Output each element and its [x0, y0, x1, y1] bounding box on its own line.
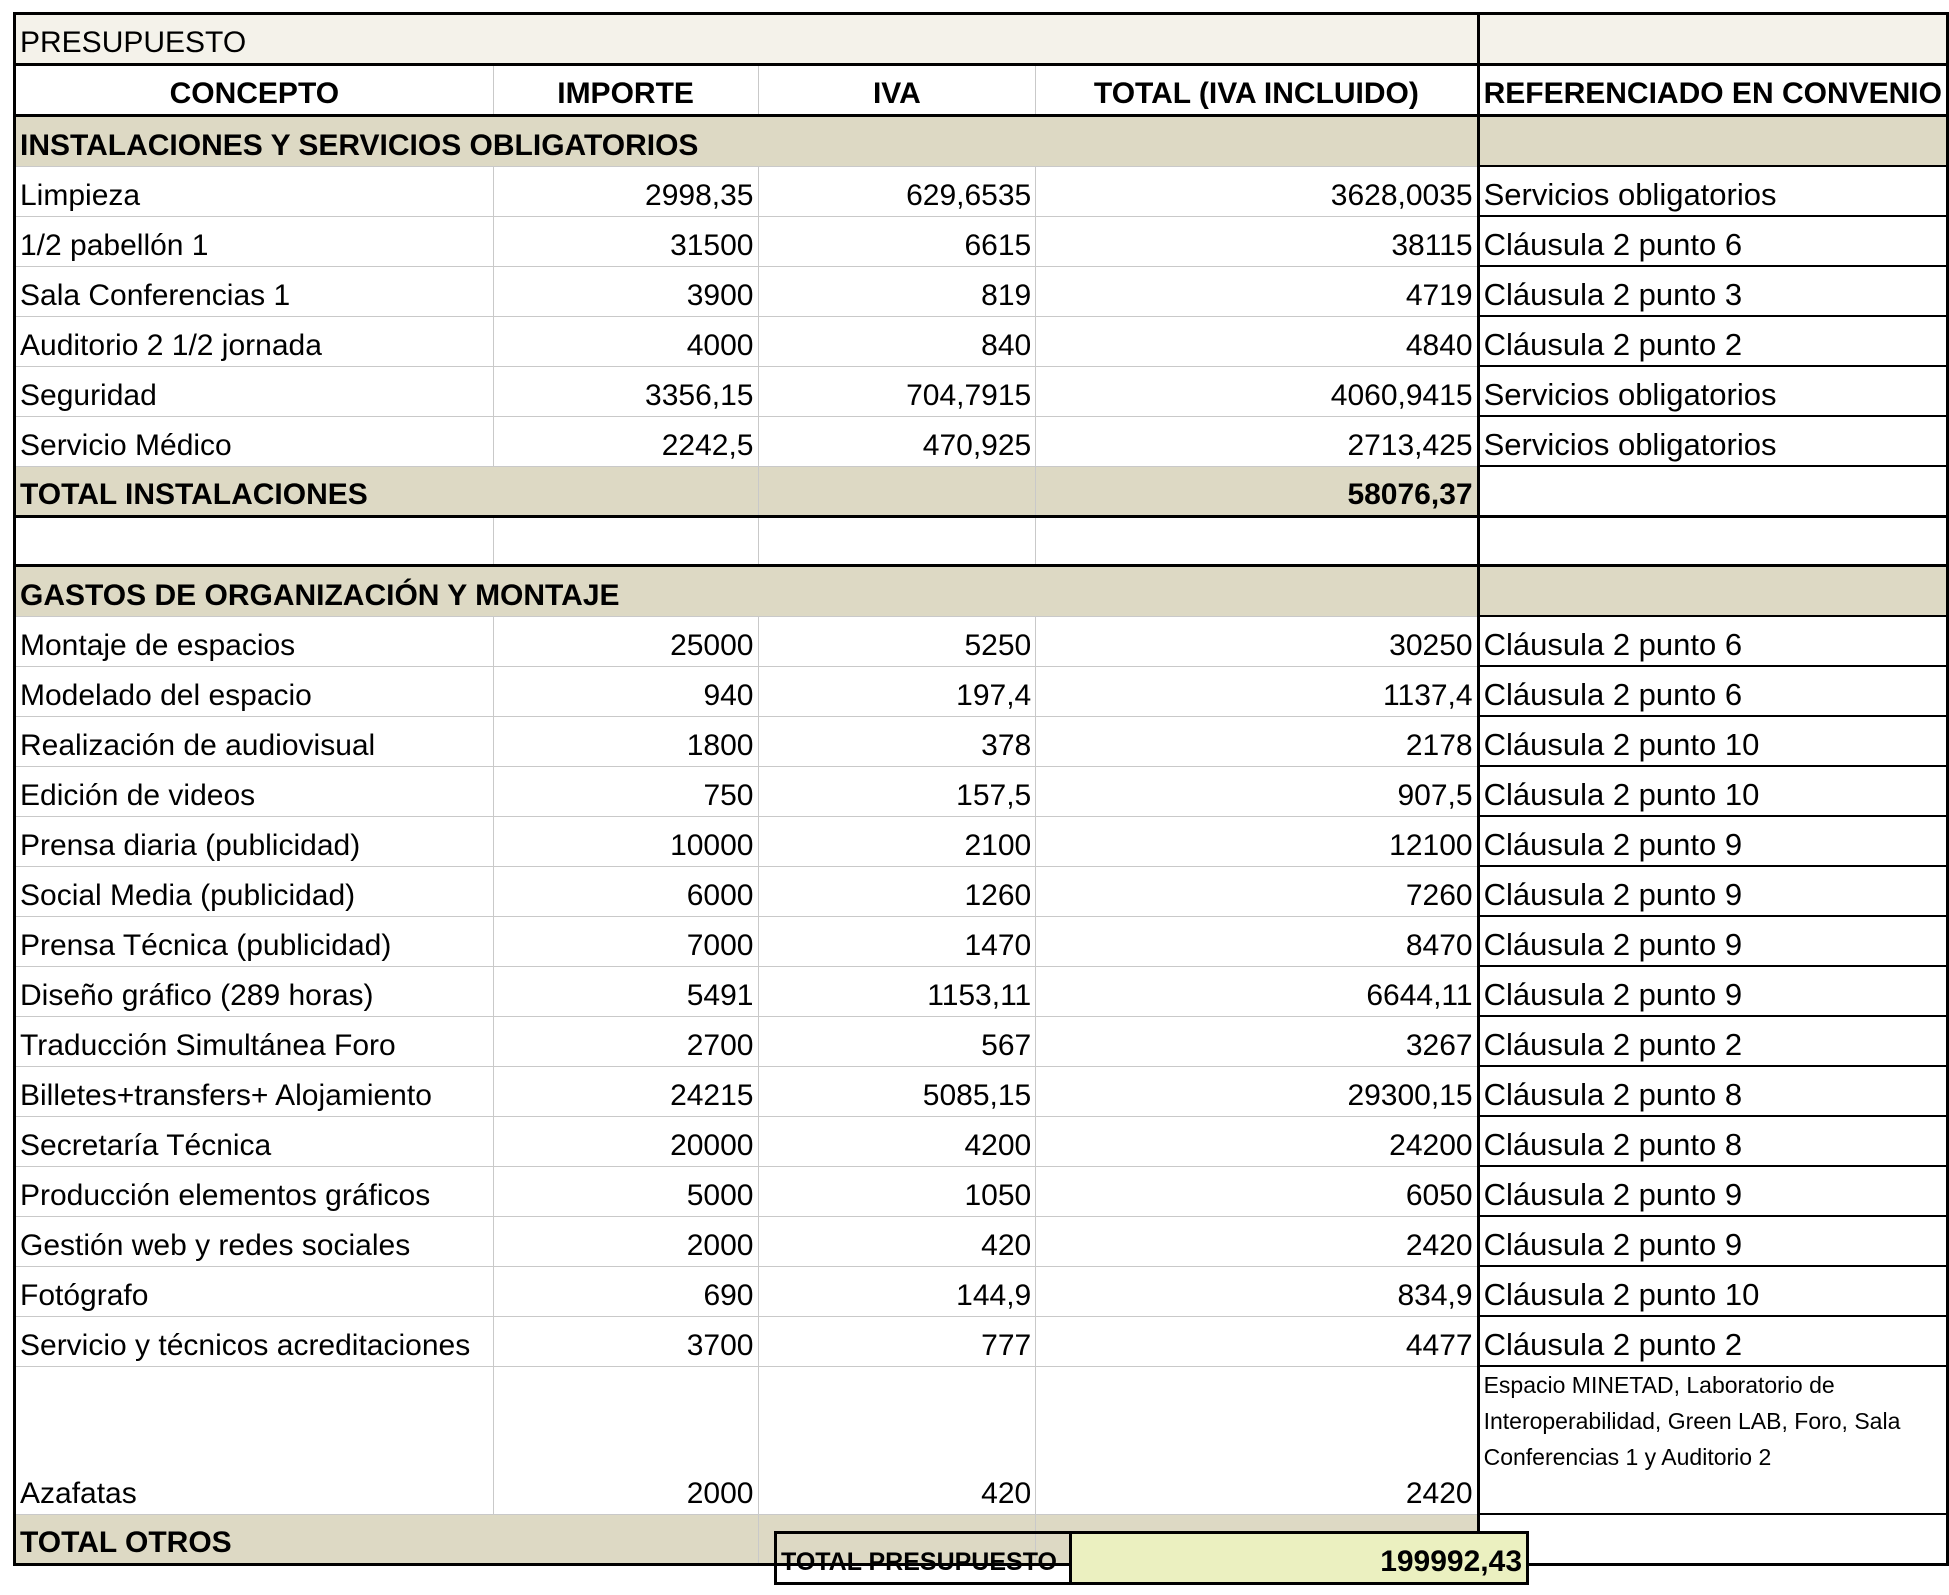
- iva-cell[interactable]: 6615: [758, 216, 1036, 266]
- total-cell[interactable]: 29300,15: [1036, 1066, 1478, 1116]
- referencia-cell[interactable]: Cláusula 2 punto 9: [1478, 816, 1947, 866]
- iva-cell[interactable]: 1260: [758, 866, 1036, 916]
- blank-cell[interactable]: [15, 517, 494, 566]
- importe-cell[interactable]: 4000: [493, 316, 758, 366]
- table-row: [15, 816, 1948, 866]
- importe-cell[interactable]: 31500: [493, 216, 758, 266]
- table-row: [15, 1066, 1948, 1116]
- total-cell[interactable]: 3628,0035: [1036, 166, 1478, 216]
- header-iva[interactable]: IVA: [758, 65, 1036, 116]
- table-row: [15, 866, 1948, 916]
- referencia-cell[interactable]: Cláusula 2 punto 8: [1478, 1066, 1947, 1116]
- section-total-label[interactable]: TOTAL OTROS: [15, 1514, 759, 1565]
- referencia-cell[interactable]: Cláusula 2 punto 3: [1478, 266, 1947, 316]
- referencia-cell[interactable]: Cláusula 2 punto 10: [1478, 716, 1947, 766]
- concepto-cell[interactable]: Gestión web y redes sociales: [15, 1216, 494, 1266]
- total-cell[interactable]: 4840: [1036, 316, 1478, 366]
- iva-cell[interactable]: 4200: [758, 1116, 1036, 1166]
- referencia-cell[interactable]: Cláusula 2 punto 9: [1478, 866, 1947, 916]
- importe-cell[interactable]: 25000: [493, 616, 758, 666]
- referencia-cell[interactable]: Cláusula 2 punto 10: [1478, 1266, 1947, 1316]
- section-total-spacer[interactable]: [758, 466, 1036, 517]
- table-row: [15, 216, 1948, 266]
- referencia-cell[interactable]: Cláusula 2 punto 8: [1478, 1116, 1947, 1166]
- importe-cell[interactable]: 2998,35: [493, 166, 758, 216]
- concepto-cell[interactable]: Sala Conferencias 1: [15, 266, 494, 316]
- referencia-cell[interactable]: Cláusula 2 punto 2: [1478, 316, 1947, 366]
- referencia-cell[interactable]: Cláusula 2 punto 6: [1478, 616, 1947, 666]
- iva-cell[interactable]: 1470: [758, 916, 1036, 966]
- grand-total-value[interactable]: 199992,43: [1071, 1533, 1528, 1584]
- table-row: [15, 316, 1948, 366]
- importe-cell[interactable]: 3900: [493, 266, 758, 316]
- total-cell[interactable]: 38115: [1036, 216, 1478, 266]
- budget-table: [13, 12, 1949, 1566]
- concepto-cell[interactable]: Limpieza: [15, 166, 494, 216]
- total-cell[interactable]: 4719: [1036, 266, 1478, 316]
- concepto-cell[interactable]: Social Media (publicidad): [15, 866, 494, 916]
- importe-cell[interactable]: 7000: [493, 916, 758, 966]
- table-row: [15, 966, 1948, 1016]
- concepto-cell[interactable]: Servicio Médico: [15, 416, 494, 466]
- total-cell[interactable]: 2420: [1036, 1366, 1478, 1514]
- total-cell[interactable]: 2178: [1036, 716, 1478, 766]
- concepto-cell[interactable]: Modelado del espacio: [15, 666, 494, 716]
- importe-cell[interactable]: 690: [493, 1266, 758, 1316]
- iva-cell[interactable]: 1153,11: [758, 966, 1036, 1016]
- iva-cell[interactable]: 420: [758, 1216, 1036, 1266]
- table-row: [15, 766, 1948, 816]
- section-total-value[interactable]: 58076,37: [1036, 466, 1478, 517]
- importe-cell[interactable]: 940: [493, 666, 758, 716]
- iva-cell[interactable]: 144,9: [758, 1266, 1036, 1316]
- iva-cell[interactable]: 840: [758, 316, 1036, 366]
- total-cell[interactable]: 4477: [1036, 1316, 1478, 1366]
- section-total-ref-cell[interactable]: [1478, 1514, 1947, 1565]
- concepto-cell[interactable]: Auditorio 2 1/2 jornada: [15, 316, 494, 366]
- referencia-cell[interactable]: Cláusula 2 punto 9: [1478, 1216, 1947, 1266]
- iva-cell[interactable]: 197,4: [758, 666, 1036, 716]
- referencia-cell[interactable]: Espacio MINETAD, Laboratorio de Interoperabilidad, Green LAB, Foro, Sala Conferencias 1 y Auditorio 2: [1478, 1366, 1947, 1514]
- concepto-cell[interactable]: Producción elementos gráficos: [15, 1166, 494, 1216]
- table-row: [15, 266, 1948, 316]
- total-cell[interactable]: 834,9: [1036, 1266, 1478, 1316]
- grand-total-label[interactable]: TOTAL PRESUPUESTO: [776, 1533, 1071, 1584]
- title-ref-cell[interactable]: [1478, 14, 1947, 65]
- importe-cell[interactable]: 5000: [493, 1166, 758, 1216]
- iva-cell[interactable]: 420: [758, 1366, 1036, 1514]
- total-cell[interactable]: 3267: [1036, 1016, 1478, 1066]
- concepto-cell[interactable]: 1/2 pabellón 1: [15, 216, 494, 266]
- iva-cell[interactable]: 378: [758, 716, 1036, 766]
- referencia-cell[interactable]: Servicios obligatorios: [1478, 366, 1947, 416]
- referencia-cell[interactable]: Cláusula 2 punto 10: [1478, 766, 1947, 816]
- concepto-cell[interactable]: Montaje de espacios: [15, 616, 494, 666]
- concepto-cell[interactable]: Edición de videos: [15, 766, 494, 816]
- referencia-cell[interactable]: Servicios obligatorios: [1478, 166, 1947, 216]
- blank-cell[interactable]: [758, 517, 1036, 566]
- total-cell[interactable]: 30250: [1036, 616, 1478, 666]
- header-importe[interactable]: IMPORTE: [493, 65, 758, 116]
- referencia-cell[interactable]: Cláusula 2 punto 2: [1478, 1316, 1947, 1366]
- importe-cell[interactable]: 750: [493, 766, 758, 816]
- section-total-label[interactable]: TOTAL INSTALACIONES: [15, 466, 759, 517]
- table-row: [15, 1216, 1948, 1266]
- table-row: [15, 616, 1948, 666]
- importe-cell[interactable]: 1800: [493, 716, 758, 766]
- grand-total-table: [774, 1531, 1529, 1585]
- concepto-cell[interactable]: Realización de audiovisual: [15, 716, 494, 766]
- importe-cell[interactable]: 2000: [493, 1216, 758, 1266]
- concepto-cell[interactable]: Servicio y técnicos acreditaciones: [15, 1316, 494, 1366]
- total-cell[interactable]: 4060,9415: [1036, 366, 1478, 416]
- importe-cell[interactable]: 5491: [493, 966, 758, 1016]
- page-title[interactable]: PRESUPUESTO: [15, 14, 1479, 65]
- total-cell[interactable]: 24200: [1036, 1116, 1478, 1166]
- importe-cell[interactable]: 3700: [493, 1316, 758, 1366]
- iva-cell[interactable]: 777: [758, 1316, 1036, 1366]
- section-heading[interactable]: GASTOS DE ORGANIZACIÓN Y MONTAJE: [15, 566, 1479, 617]
- total-cell[interactable]: 1137,4: [1036, 666, 1478, 716]
- table-row: [15, 1016, 1948, 1066]
- blank-cell[interactable]: [493, 517, 758, 566]
- section-heading[interactable]: INSTALACIONES Y SERVICIOS OBLIGATORIOS: [15, 116, 1479, 167]
- concepto-cell[interactable]: Traducción Simultánea Foro: [15, 1016, 494, 1066]
- importe-cell[interactable]: 2242,5: [493, 416, 758, 466]
- blank-cell[interactable]: [1036, 517, 1478, 566]
- iva-cell[interactable]: 819: [758, 266, 1036, 316]
- header-total[interactable]: TOTAL (IVA INCLUIDO): [1036, 65, 1478, 116]
- total-cell[interactable]: 8470: [1036, 916, 1478, 966]
- table-row: [15, 416, 1948, 466]
- section-total-ref-cell[interactable]: [1478, 466, 1947, 517]
- referencia-cell[interactable]: Cláusula 2 punto 9: [1478, 916, 1947, 966]
- iva-cell[interactable]: 567: [758, 1016, 1036, 1066]
- total-cell[interactable]: 907,5: [1036, 766, 1478, 816]
- section-heading-ref-cell[interactable]: [1478, 116, 1947, 167]
- importe-cell[interactable]: 24215: [493, 1066, 758, 1116]
- table-row: [15, 666, 1948, 716]
- table-row: [15, 1316, 1948, 1366]
- concepto-cell[interactable]: Diseño gráfico (289 horas): [15, 966, 494, 1016]
- table-row: [15, 716, 1948, 766]
- total-cell[interactable]: 6050: [1036, 1166, 1478, 1216]
- table-row: [15, 1366, 1948, 1514]
- iva-cell[interactable]: 704,7915: [758, 366, 1036, 416]
- concepto-cell[interactable]: Secretaría Técnica: [15, 1116, 494, 1166]
- importe-cell[interactable]: 10000: [493, 816, 758, 866]
- referencia-cell[interactable]: Cláusula 2 punto 6: [1478, 666, 1947, 716]
- concepto-cell[interactable]: Prensa diaria (publicidad): [15, 816, 494, 866]
- importe-cell[interactable]: 2000: [493, 1366, 758, 1514]
- total-cell[interactable]: 7260: [1036, 866, 1478, 916]
- header-referencia[interactable]: REFERENCIADO EN CONVENIO: [1478, 65, 1947, 116]
- iva-cell[interactable]: 629,6535: [758, 166, 1036, 216]
- iva-cell[interactable]: 2100: [758, 816, 1036, 866]
- referencia-cell[interactable]: Cláusula 2 punto 9: [1478, 1166, 1947, 1216]
- total-cell[interactable]: 2713,425: [1036, 416, 1478, 466]
- section-heading-ref-cell[interactable]: [1478, 566, 1947, 617]
- referencia-cell[interactable]: Servicios obligatorios: [1478, 416, 1947, 466]
- concepto-cell[interactable]: Prensa Técnica (publicidad): [15, 916, 494, 966]
- importe-cell[interactable]: 6000: [493, 866, 758, 916]
- importe-cell[interactable]: 2700: [493, 1016, 758, 1066]
- iva-cell[interactable]: 1050: [758, 1166, 1036, 1216]
- iva-cell[interactable]: 470,925: [758, 416, 1036, 466]
- referencia-cell[interactable]: Cláusula 2 punto 6: [1478, 216, 1947, 266]
- concepto-cell[interactable]: Billetes+transfers+ Alojamiento: [15, 1066, 494, 1116]
- total-cell[interactable]: 2420: [1036, 1216, 1478, 1266]
- total-cell[interactable]: 6644,11: [1036, 966, 1478, 1016]
- total-cell[interactable]: 12100: [1036, 816, 1478, 866]
- iva-cell[interactable]: 5250: [758, 616, 1036, 666]
- table-row: [15, 1266, 1948, 1316]
- table-row: [15, 166, 1948, 216]
- importe-cell[interactable]: 3356,15: [493, 366, 758, 416]
- referencia-cell[interactable]: Cláusula 2 punto 2: [1478, 1016, 1947, 1066]
- referencia-cell[interactable]: Cláusula 2 punto 9: [1478, 966, 1947, 1016]
- table-row: [15, 1166, 1948, 1216]
- blank-cell[interactable]: [1478, 517, 1947, 566]
- importe-cell[interactable]: 20000: [493, 1116, 758, 1166]
- table-row: [15, 366, 1948, 416]
- table-row: [15, 1116, 1948, 1166]
- iva-cell[interactable]: 5085,15: [758, 1066, 1036, 1116]
- header-concepto[interactable]: CONCEPTO: [15, 65, 494, 116]
- table-row: [15, 916, 1948, 966]
- iva-cell[interactable]: 157,5: [758, 766, 1036, 816]
- concepto-cell[interactable]: Seguridad: [15, 366, 494, 416]
- concepto-cell[interactable]: Fotógrafo: [15, 1266, 494, 1316]
- concepto-cell[interactable]: Azafatas: [15, 1366, 494, 1514]
